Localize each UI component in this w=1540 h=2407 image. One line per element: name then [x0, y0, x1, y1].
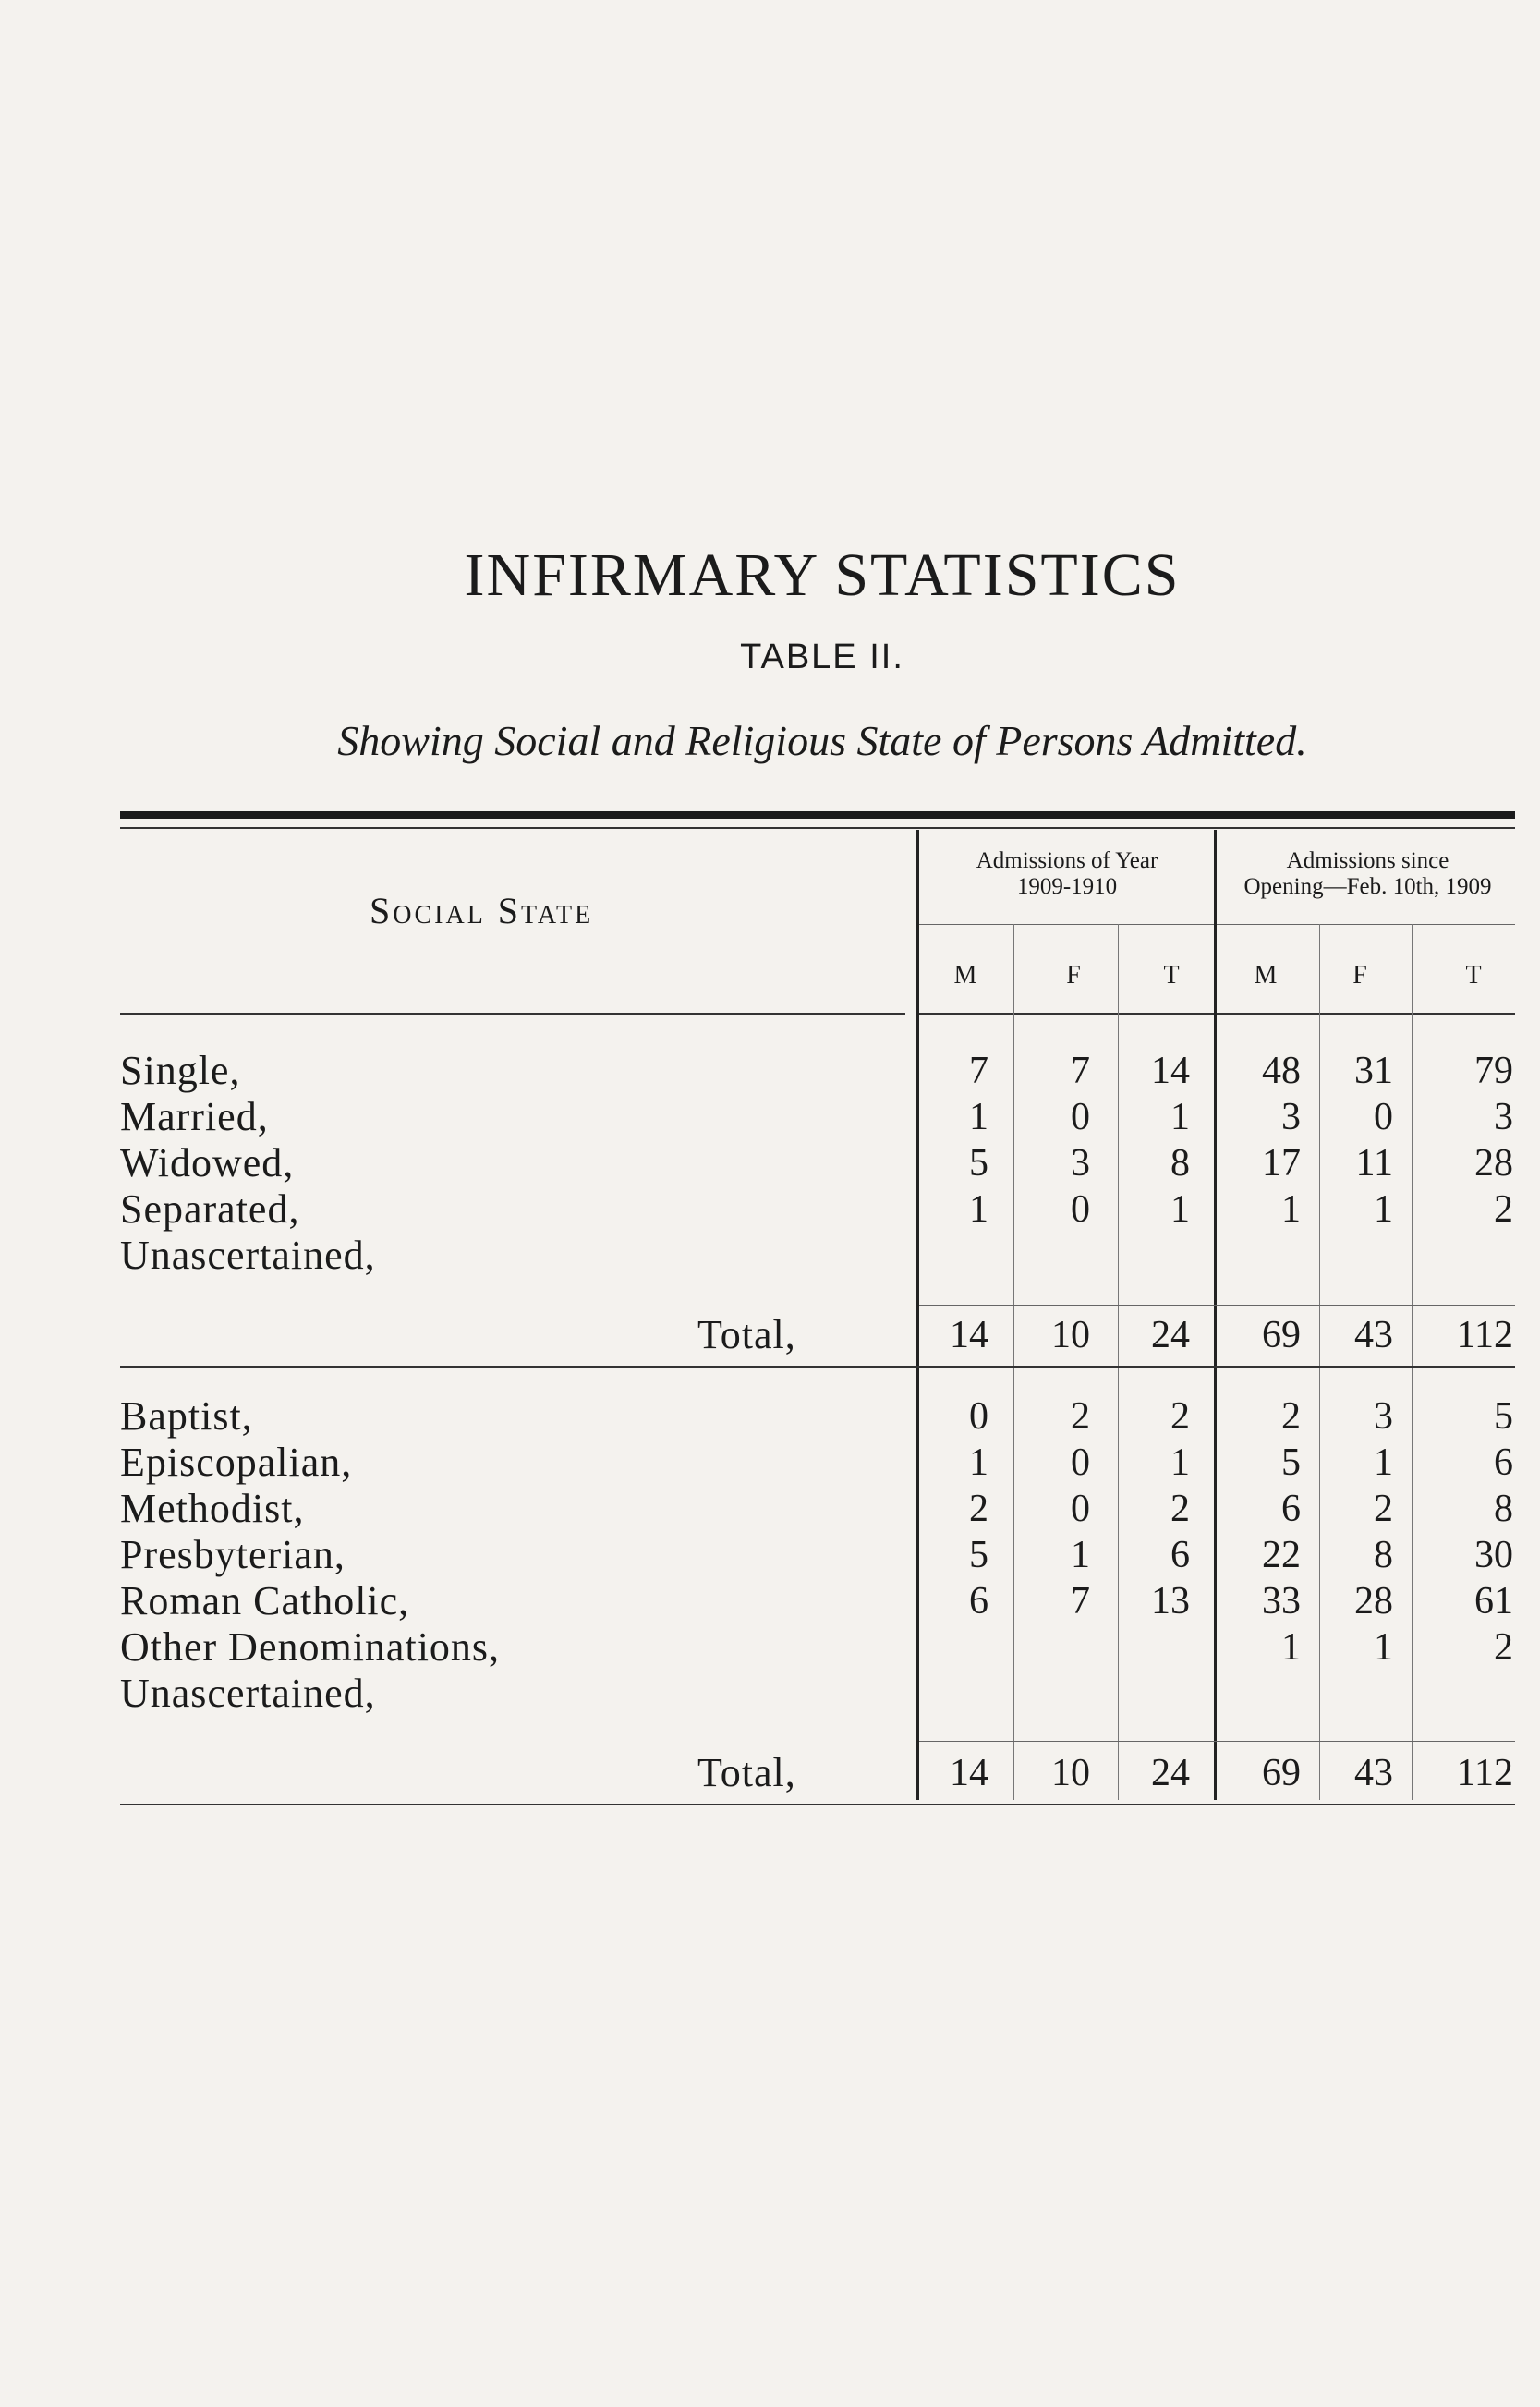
- cell-episcopalian-year-f: 0: [1071, 1441, 1090, 1484]
- cell-presbyterian-opening-f: 8: [1374, 1534, 1393, 1576]
- cell-presbyterian-year-t: 6: [1170, 1534, 1190, 1576]
- cell-social-total-opening-t: 112: [1456, 1314, 1513, 1356]
- cell-methodist-year-t: 2: [1170, 1488, 1190, 1530]
- row-label-baptist: Baptist,: [120, 1393, 253, 1439]
- cell-religious-total-opening-t: 112: [1456, 1752, 1513, 1794]
- cell-single-year-f: 7: [1071, 1050, 1090, 1092]
- cell-episcopalian-opening-t: 6: [1494, 1441, 1513, 1484]
- cell-religious-total-year-f: 10: [1051, 1752, 1090, 1794]
- row-label-married: Married,: [120, 1094, 269, 1139]
- cell-single-opening-t: 79: [1474, 1050, 1513, 1092]
- cell-married-opening-t: 3: [1494, 1096, 1513, 1138]
- col-head-year-f: F: [1066, 961, 1081, 990]
- col-head-opening-t: T: [1465, 961, 1482, 990]
- cell-other-opening-f: 1: [1374, 1626, 1393, 1669]
- opening-group-line2: Opening—Feb. 10th, 1909: [1243, 874, 1492, 899]
- cell-married-year-f: 0: [1071, 1096, 1090, 1138]
- cell-widowed-year-m: 5: [969, 1142, 988, 1185]
- cell-married-year-t: 1: [1170, 1096, 1190, 1138]
- cell-single-opening-f: 31: [1354, 1050, 1393, 1092]
- cell-married-opening-f: 0: [1374, 1096, 1393, 1138]
- cell-methodist-year-m: 2: [969, 1488, 988, 1530]
- cell-religious-total-opening-m: 69: [1262, 1752, 1301, 1794]
- cell-presbyterian-opening-t: 30: [1474, 1534, 1513, 1576]
- top-rule-thin: [120, 827, 1515, 829]
- cell-separated-opening-m: 1: [1281, 1188, 1301, 1231]
- header-group-rule: [919, 924, 1515, 925]
- cell-roman-catholic-year-t: 13: [1151, 1580, 1190, 1623]
- cell-baptist-opening-t: 5: [1494, 1395, 1513, 1438]
- cell-episcopalian-year-t: 1: [1170, 1441, 1190, 1484]
- row-label-roman-catholic: Roman Catholic,: [120, 1578, 410, 1623]
- religious-total-top-rule: [919, 1741, 1515, 1742]
- cell-social-total-year-f: 10: [1051, 1314, 1090, 1356]
- page-title: INFIRMARY STATISTICS: [464, 541, 1181, 609]
- opening-group-line1: Admissions since: [1286, 848, 1449, 873]
- cell-widowed-opening-f: 11: [1355, 1142, 1393, 1185]
- cell-separated-opening-f: 1: [1374, 1188, 1393, 1231]
- row-label-widowed: Widowed,: [120, 1140, 295, 1185]
- header-bottom-rule-left: [120, 1013, 905, 1015]
- social-total-label: Total,: [697, 1312, 796, 1357]
- cell-presbyterian-year-f: 1: [1071, 1534, 1090, 1576]
- cell-separated-opening-t: 2: [1494, 1188, 1513, 1231]
- cell-widowed-opening-m: 17: [1262, 1142, 1301, 1185]
- cell-baptist-year-m: 0: [969, 1395, 988, 1438]
- cell-roman-catholic-year-f: 7: [1071, 1580, 1090, 1623]
- cell-separated-year-f: 0: [1071, 1188, 1090, 1231]
- cell-roman-catholic-opening-m: 33: [1262, 1580, 1301, 1623]
- cell-presbyterian-year-m: 5: [969, 1534, 988, 1576]
- top-rule-thick: [120, 811, 1515, 819]
- row-label-separated: Separated,: [120, 1186, 300, 1232]
- row-label-episcopalian: Episcopalian,: [120, 1440, 353, 1485]
- year-group-line1: Admissions of Year: [976, 848, 1158, 873]
- cell-baptist-opening-f: 3: [1374, 1395, 1393, 1438]
- cell-episcopalian-year-m: 1: [969, 1441, 988, 1484]
- cell-other-opening-t: 2: [1494, 1626, 1513, 1669]
- cell-episcopalian-opening-f: 1: [1374, 1441, 1393, 1484]
- table-label: TABLE II.: [740, 638, 904, 676]
- cell-single-year-t: 14: [1151, 1050, 1190, 1092]
- cell-widowed-opening-t: 28: [1474, 1142, 1513, 1185]
- religious-total-label: Total,: [697, 1750, 796, 1795]
- social-total-top-rule: [919, 1305, 1515, 1306]
- cell-widowed-year-t: 8: [1170, 1142, 1190, 1185]
- cell-methodist-opening-t: 8: [1494, 1488, 1513, 1530]
- cell-separated-year-m: 1: [969, 1188, 988, 1231]
- cell-baptist-year-t: 2: [1170, 1395, 1190, 1438]
- cell-social-total-year-t: 24: [1151, 1314, 1190, 1356]
- header-bottom-rule-right: [919, 1013, 1515, 1015]
- col-head-opening-m: M: [1254, 961, 1278, 990]
- cell-widowed-year-f: 3: [1071, 1142, 1090, 1185]
- divider-opening-ft: [1412, 924, 1413, 1800]
- cell-social-total-opening-f: 43: [1354, 1314, 1393, 1356]
- cell-episcopalian-opening-m: 5: [1281, 1441, 1301, 1484]
- cell-baptist-opening-m: 2: [1281, 1395, 1301, 1438]
- cell-methodist-year-f: 0: [1071, 1488, 1090, 1530]
- section-divider-rule: [120, 1366, 1515, 1368]
- row-label-presbyterian: Presbyterian,: [120, 1532, 346, 1577]
- col-head-opening-f: F: [1352, 961, 1367, 990]
- row-label-unascertained-religious: Unascertained,: [120, 1671, 376, 1716]
- row-label-unascertained-social: Unascertained,: [120, 1233, 376, 1278]
- cell-baptist-year-f: 2: [1071, 1395, 1090, 1438]
- cell-methodist-opening-f: 2: [1374, 1488, 1393, 1530]
- col-head-year-m: M: [953, 961, 977, 990]
- cell-married-opening-m: 3: [1281, 1096, 1301, 1138]
- cell-religious-total-year-t: 24: [1151, 1752, 1190, 1794]
- cell-presbyterian-opening-m: 22: [1262, 1534, 1301, 1576]
- cell-social-total-year-m: 14: [950, 1314, 988, 1356]
- year-group-heading: [919, 848, 1215, 900]
- divider-opening: [1214, 830, 1217, 1800]
- row-label-methodist: Methodist,: [120, 1486, 305, 1531]
- cell-religious-total-year-m: 14: [950, 1752, 988, 1794]
- cell-methodist-opening-m: 6: [1281, 1488, 1301, 1530]
- opening-group-heading: [1218, 848, 1518, 900]
- cell-single-year-m: 7: [969, 1050, 988, 1092]
- cell-roman-catholic-year-m: 6: [969, 1580, 988, 1623]
- social-state-heading: Social State: [370, 890, 594, 931]
- year-group-line2: 1909-1910: [1016, 874, 1118, 899]
- row-label-other-denominations: Other Denominations,: [120, 1624, 501, 1670]
- cell-social-total-opening-m: 69: [1262, 1314, 1301, 1356]
- row-label-single: Single,: [120, 1048, 241, 1093]
- cell-roman-catholic-opening-t: 61: [1474, 1580, 1513, 1623]
- cell-roman-catholic-opening-f: 28: [1354, 1580, 1393, 1623]
- cell-separated-year-t: 1: [1170, 1188, 1190, 1231]
- cell-religious-total-opening-f: 43: [1354, 1752, 1393, 1794]
- table-caption: Showing Social and Religious State of Persons Admitted.: [337, 717, 1307, 764]
- cell-married-year-m: 1: [969, 1096, 988, 1138]
- cell-single-opening-m: 48: [1262, 1050, 1301, 1092]
- col-head-year-t: T: [1163, 961, 1180, 990]
- table-bottom-rule: [120, 1804, 1515, 1805]
- cell-other-opening-m: 1: [1281, 1626, 1301, 1669]
